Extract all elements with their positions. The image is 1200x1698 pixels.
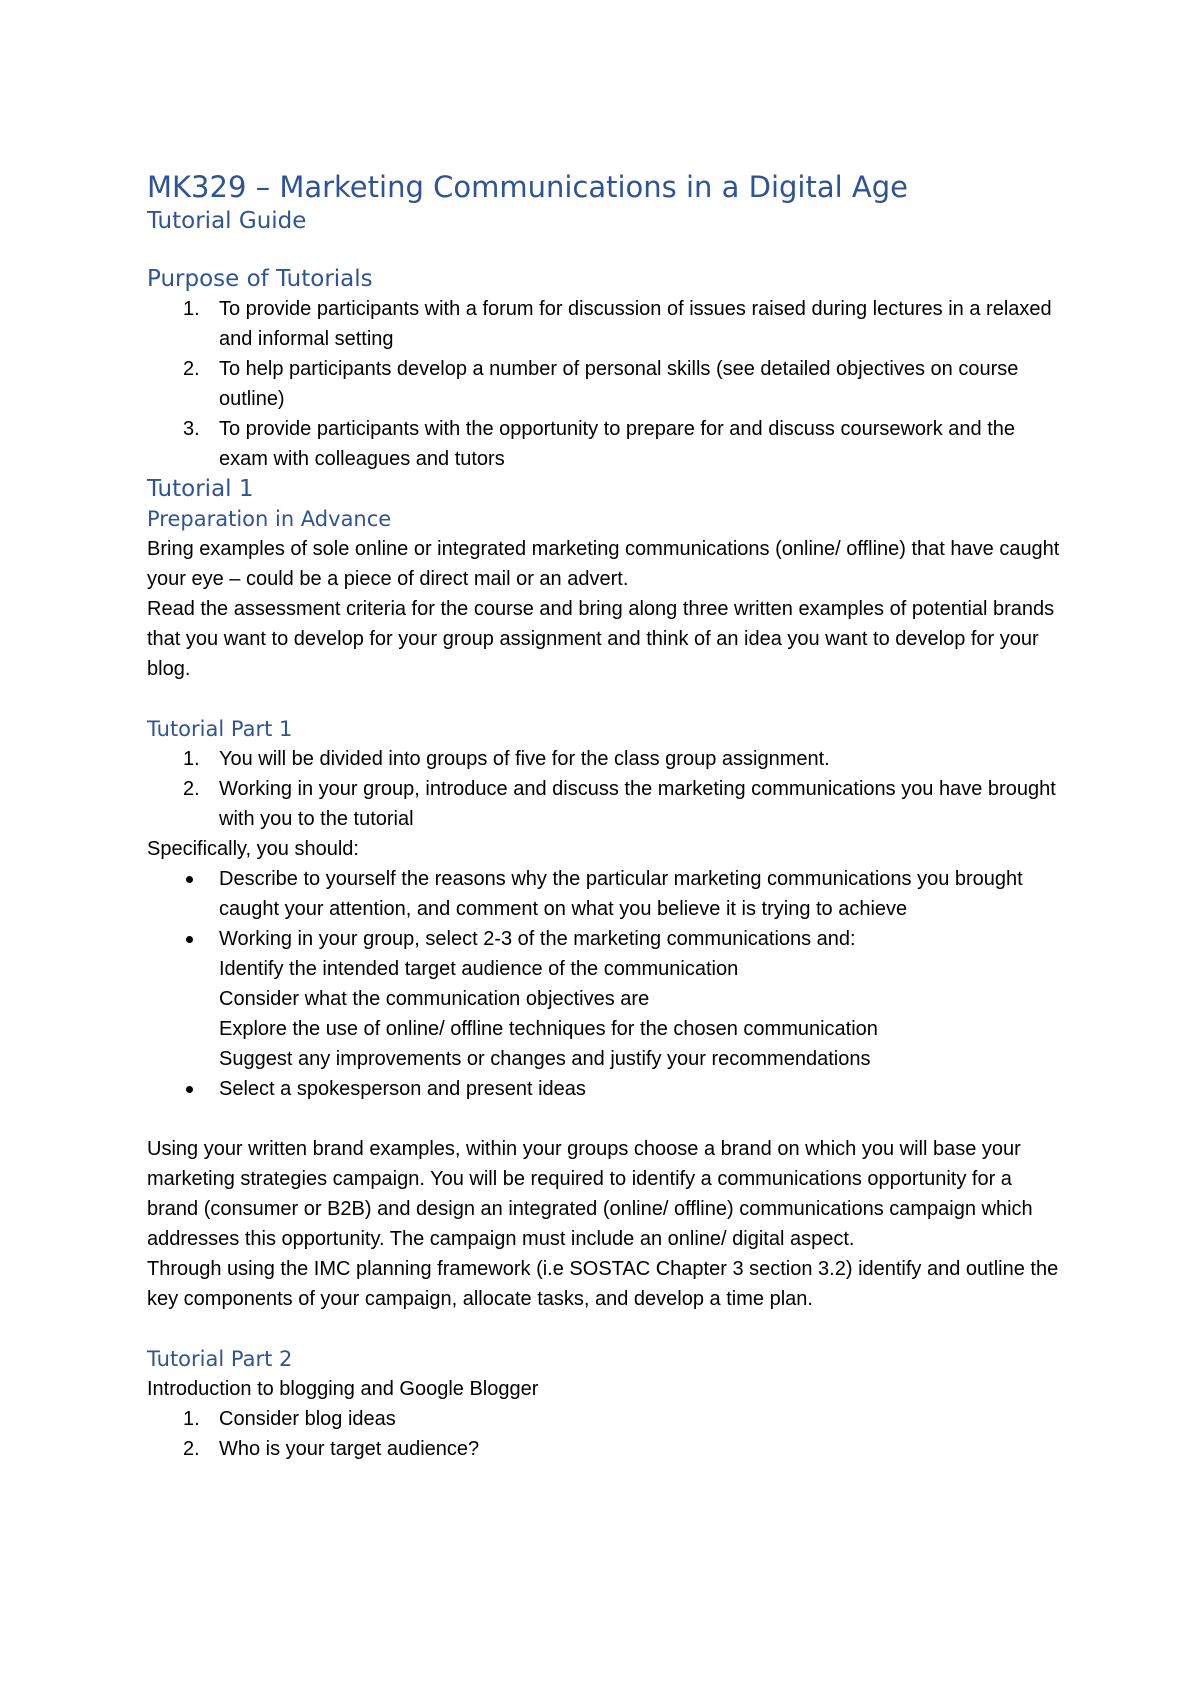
list-number: 2.: [183, 778, 200, 800]
part1-list: [147, 744, 1067, 834]
specifically-label: Specifically, you should:: [147, 838, 359, 860]
imc-paragraph: Through using the IMC planning framework (i.e SOSTAC Chapter 3 section 3.2) identify and outline the key components of your campaign, allocate tasks, and develop a time plan.: [147, 1258, 1059, 1310]
bullet-text: Describe to yourself the reasons why the particular marketing communications you brought caught your attention, and comment on what you believe it is trying to achieve: [219, 868, 1023, 920]
bullet-subline: Consider what the communication objectives are: [219, 988, 650, 1010]
document-subtitle: Tutorial Guide: [147, 208, 307, 234]
list-number: 2.: [183, 1438, 200, 1460]
bullet-item: [147, 924, 1067, 1074]
tutorial-part1-heading: Tutorial Part 1: [147, 717, 293, 741]
tutorial1-heading: Tutorial 1: [147, 476, 254, 502]
bullet-icon: [186, 1086, 193, 1093]
tutorial-part2-heading: Tutorial Part 2: [147, 1347, 293, 1371]
list-item: [147, 1404, 1067, 1434]
purpose-heading: Purpose of Tutorials: [147, 266, 373, 292]
bullet-subline: Suggest any improvements or changes and justify your recommendations: [219, 1048, 871, 1070]
list-number: 2.: [183, 358, 200, 380]
part1-bullets: [147, 864, 1067, 1104]
list-item-text: To help participants develop a number of personal skills (see detailed objectives on course outline): [219, 358, 1019, 410]
list-item-text: Working in your group, introduce and discuss the marketing communications you have brought with you to the tutorial: [219, 778, 1056, 830]
list-item-text: You will be divided into groups of five for the class group assignment.: [219, 748, 830, 770]
list-item: [147, 354, 1067, 414]
list-item-text: To provide participants with the opportunity to prepare for and discuss coursework and the exam with colleagues and tutors: [219, 418, 1015, 470]
list-number: 1.: [183, 298, 200, 320]
bullet-item: [147, 864, 1067, 924]
spacer: [147, 684, 1067, 714]
bullet-text: Select a spokesperson and present ideas: [219, 1078, 586, 1100]
bullet-item: [147, 1074, 1067, 1104]
list-item: [147, 744, 1067, 774]
list-item: [147, 414, 1067, 474]
part2-intro: Introduction to blogging and Google Blogger: [147, 1378, 539, 1400]
list-number: 1.: [183, 1408, 200, 1430]
list-item-text: To provide participants with a forum for discussion of issues raised during lectures in a relaxed and informal setting: [219, 298, 1052, 350]
bullet-icon: [186, 876, 193, 883]
bullet-subline: Identify the intended target audience of the communication: [219, 958, 739, 980]
preparation-heading: Preparation in Advance: [147, 507, 392, 531]
list-item: [147, 1434, 1067, 1464]
document-title: MK329 – Marketing Communications in a Digital Age: [147, 170, 908, 204]
spacer: [147, 1314, 1067, 1344]
list-item: [147, 774, 1067, 834]
bullet-icon: [186, 936, 193, 943]
list-number: 1.: [183, 748, 200, 770]
part2-list: [147, 1404, 1067, 1464]
purpose-list: [147, 294, 1067, 474]
list-item: [147, 294, 1067, 354]
list-item-text: Consider blog ideas: [219, 1408, 396, 1430]
bullet-subline: Explore the use of online/ offline techniques for the chosen communication: [219, 1018, 878, 1040]
spacer: [147, 1104, 1067, 1134]
list-number: 3.: [183, 418, 200, 440]
campaign-paragraph: Using your written brand examples, within your groups choose a brand on which you will base your marketing strategies campaign. You will be required to identify a communications opportunity for a brand (consumer or B2B) and design an integrated (online/ offline) communications campaign which addresses this opportunity. The campaign must include an online/ digital aspect.: [147, 1138, 1033, 1250]
bullet-text: Working in your group, select 2-3 of the marketing communications and:: [219, 928, 856, 950]
preparation-paragraph-2: Read the assessment criteria for the course and bring along three written examples of potential brands that you want to develop for your group assignment and think of an idea you want to develop for your blog.: [147, 598, 1055, 680]
preparation-paragraph-1: Bring examples of sole online or integrated marketing communications (online/ offline) that have caught your eye – could be a piece of direct mail or an advert.: [147, 538, 1060, 590]
list-item-text: Who is your target audience?: [219, 1438, 480, 1460]
document-page: [147, 168, 1067, 1464]
